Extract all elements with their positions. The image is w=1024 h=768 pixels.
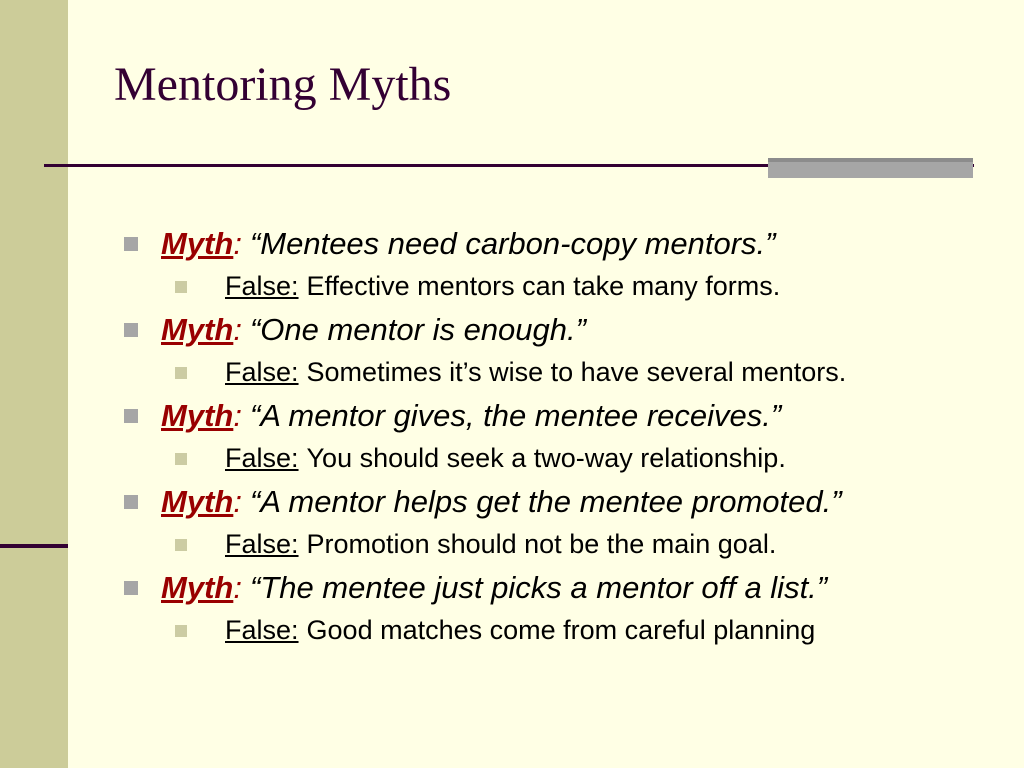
- myth-statement: “A mentor gives, the mentee receives.”: [249, 397, 782, 433]
- false-statement: Promotion should not be the main goal.: [306, 529, 777, 559]
- false-statement: Sometimes it’s wise to have several mentors.: [306, 357, 847, 387]
- myth-item: [124, 480, 984, 523]
- square-bullet-icon: [124, 323, 138, 337]
- myth-item: [124, 222, 984, 265]
- false-item: [124, 523, 984, 566]
- myth-colon: :: [233, 397, 242, 433]
- myth-label: Myth: [161, 311, 234, 347]
- false-statement: Effective mentors can take many forms.: [306, 271, 781, 301]
- myth-statement: “One mentor is enough.”: [249, 311, 586, 347]
- false-statement: Good matches come from careful planning: [306, 615, 816, 645]
- myth-item: [124, 394, 984, 437]
- slide-title: Mentoring Myths: [114, 58, 452, 111]
- false-label: False:: [225, 529, 299, 559]
- false-item: [124, 609, 984, 652]
- left-decorative-bar: [0, 0, 68, 768]
- myth-statement: “Mentees need carbon-copy mentors.”: [249, 225, 776, 261]
- myth-statement: “A mentor helps get the mentee promoted.”: [249, 483, 842, 519]
- false-item: [124, 351, 984, 394]
- myth-label: Myth: [161, 483, 234, 519]
- false-label: False:: [225, 271, 299, 301]
- myth-label: Myth: [161, 397, 234, 433]
- myth-label: Myth: [161, 225, 234, 261]
- false-label: False:: [225, 357, 299, 387]
- myth-colon: :: [233, 569, 242, 605]
- square-bullet-icon: [124, 495, 138, 509]
- title-divider-block-highlight: [768, 158, 973, 162]
- false-item: [124, 265, 984, 308]
- left-bar-stripe: [0, 544, 68, 548]
- square-sub-bullet-icon: [175, 281, 187, 293]
- false-label: False:: [225, 443, 299, 473]
- false-statement: You should seek a two-way relationship.: [306, 443, 786, 473]
- square-sub-bullet-icon: [175, 539, 187, 551]
- myth-statement: “The mentee just picks a mentor off a list.”: [249, 569, 828, 605]
- square-bullet-icon: [124, 237, 138, 251]
- false-label: False:: [225, 615, 299, 645]
- myth-colon: :: [233, 225, 242, 261]
- bullet-list: [124, 222, 984, 652]
- square-sub-bullet-icon: [175, 367, 187, 379]
- square-bullet-icon: [124, 581, 138, 595]
- myth-colon: :: [233, 483, 242, 519]
- myth-item: [124, 308, 984, 351]
- square-sub-bullet-icon: [175, 453, 187, 465]
- myth-label: Myth: [161, 569, 234, 605]
- myth-item: [124, 566, 984, 609]
- myth-colon: :: [233, 311, 242, 347]
- square-bullet-icon: [124, 409, 138, 423]
- false-item: [124, 437, 984, 480]
- square-sub-bullet-icon: [175, 625, 187, 637]
